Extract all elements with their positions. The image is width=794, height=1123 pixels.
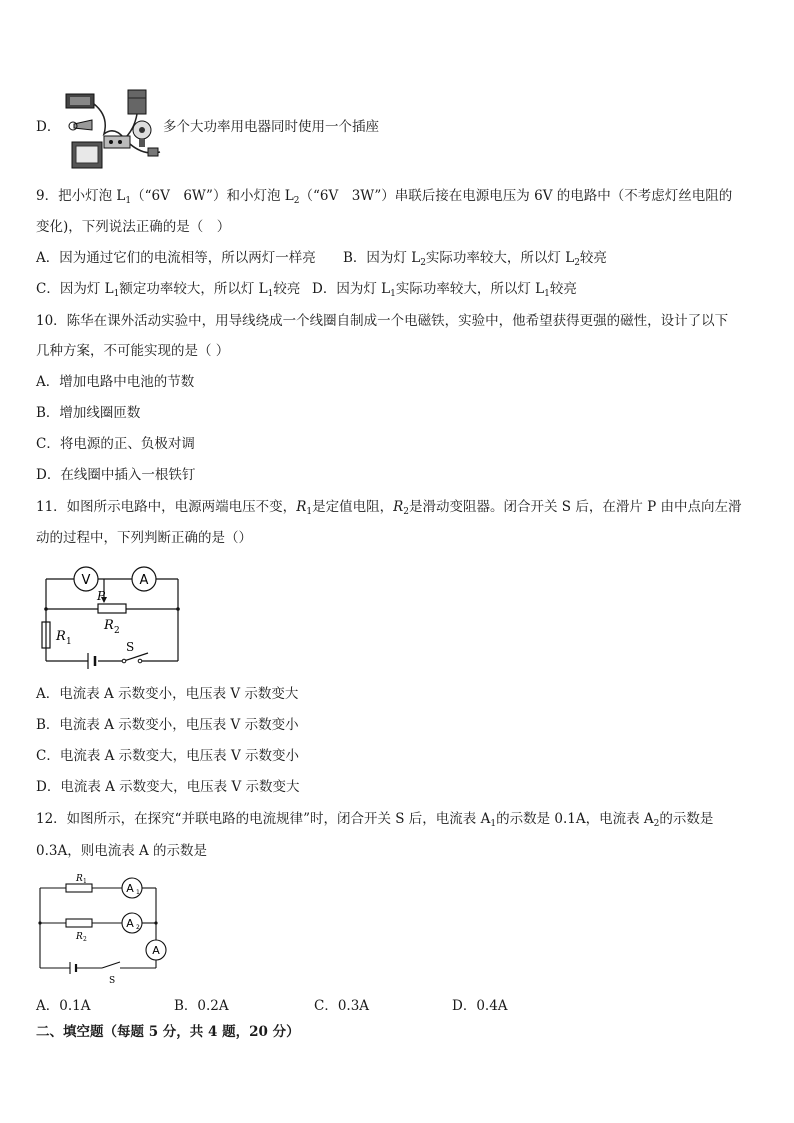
q9-option-b-sub: 2 [420,258,426,268]
q9-stem-sub: 2 [293,196,300,206]
q9-options-row2 [36,279,577,304]
q9-option-c-part: 额定功率较大，所以灯 L [119,281,268,297]
q11-slider-label: P [97,589,106,603]
q12-stem-line1 [36,809,713,834]
q11-r1-label: R [56,629,66,644]
q9-option-b[interactable] [343,248,607,273]
q11-ammeter-label: A [139,573,149,588]
q12-stem-part: 12．如图所示，在探究“并联电路的电流规律”时，闭合开关 S 后，电流表 A [36,811,491,827]
q11-stem-part: 是定值电阻， [312,499,394,515]
q9-option-a[interactable]: A．因为通过它们的电流相等，所以两灯一样亮 [36,250,316,266]
q10-stem-line2: 几种方案，不可能实现的是（ ） [36,343,230,359]
q8-option-d-letter: D． [36,119,61,135]
q9-option-b-part: 较亮 [579,250,607,266]
q8-option-d-text [163,117,379,137]
q12-stem-part: 的示数是 [659,811,714,827]
q12-r1-label-sub: 1 [83,878,87,885]
q10-option-d[interactable]: D．在线圈中插入一根铁钉 [36,467,196,483]
q8-option-d-text-span: 多个大功率用电器同时使用一个插座 [163,119,379,135]
q9-stem-part: （“6V 3W”）串联后接在电源电压为 6V 的电路中（不考虑灯丝电阻的 [299,188,733,204]
appliances-illustration [64,86,164,170]
q11-stem-line2: 动的过程中，下列判断正确的是（） [36,530,252,546]
q12-switch-label: S [109,976,116,986]
q11-stem-line1 [36,497,742,522]
q9-option-d-sub: 1 [390,289,396,299]
q11-r2-label-sub: 2 [114,626,120,636]
q9-option-d-part: D．因为灯 L [312,281,391,297]
q12-ammeter-a1-sub: 1 [136,889,140,896]
q11-option-d[interactable]: D．电流表 A 示数变大，电压表 V 示数变大 [36,779,300,795]
q9-option-c[interactable] [36,279,312,304]
q12-ammeter-a-label: A [152,944,160,957]
q11-option-a[interactable]: A．电流表 A 示数变小，电压表 V 示数变大 [36,686,299,702]
q12-option-d[interactable]: D．0.4A [452,998,508,1014]
q9-stem-part: （“6V 6W”）和小灯泡 L [131,188,294,204]
q12-r2-label-sub: 2 [83,936,87,943]
q12-stem-sub: 2 [653,819,660,829]
q11-stem-part: 是滑动变阻器。闭合开关 S 后，在滑片 P 由中点向左滑 [409,499,742,515]
q9-stem-part: 9．把小灯泡 L [36,188,126,204]
q10-stem-line1: 10．陈华在课外活动实验中，用导线绕成一个线圈自制成一个电磁铁，实验中，他希望获得更强的磁性，设计了以下 [36,313,729,329]
section-2-title: 二、填空题（每题 5 分，共 4 题，20 分） [36,1024,300,1040]
q11-r2-sub: 2 [403,507,409,517]
q9-option-b-sub: 2 [574,258,580,268]
q10-option-b[interactable]: B．增加线圈匝数 [36,405,141,421]
q12-r2-label: R [76,932,83,942]
q10-option-a[interactable]: A．增加电路中电池的节数 [36,374,195,390]
q9-option-b-part: B．因为灯 L [343,250,421,266]
q11-r2-label: R [104,618,114,633]
q11-option-c[interactable]: C．电流表 A 示数变大，电压表 V 示数变小 [36,748,299,764]
q12-stem-sub: 1 [490,819,497,829]
q8-option-d [36,117,60,137]
q12-option-b[interactable]: B．0.2A [174,998,229,1014]
q11-r1-sub: 1 [306,507,313,517]
q12-circuit-diagram [36,872,171,986]
q12-options-row [36,996,508,1016]
q9-option-d-part: 较亮 [549,281,577,297]
q9-option-d-part: 实际功率较大，所以灯 L [395,281,545,297]
q10-option-c[interactable]: C．将电源的正、负极对调 [36,436,195,452]
q11-r1-label-sub: 1 [66,637,72,647]
q12-ammeter-a2-label: A [126,917,134,930]
q12-ammeter-a1-label: A [126,882,134,895]
q12-stem-line2: 0.3A，则电流表 A 的示数是 [36,843,208,859]
q12-option-a[interactable]: A．0.1A [36,998,91,1014]
q9-option-c-sub: 1 [267,289,274,299]
q9-option-d[interactable] [312,279,577,304]
q12-option-c[interactable]: C．0.3A [314,998,370,1014]
q9-options-row1 [36,248,607,273]
q9-option-c-part: C．因为灯 L [36,281,114,297]
q9-option-d-sub: 1 [544,289,550,299]
q9-option-c-sub: 1 [113,289,120,299]
q9-option-c-part: 较亮 [273,281,301,297]
q12-r1-label: R [76,874,83,884]
q11-option-b[interactable]: B．电流表 A 示数变小，电压表 V 示数变小 [36,717,299,733]
q9-stem-sub: 1 [125,196,132,206]
q11-voltmeter-label: V [81,573,91,588]
q9-stem-line1 [36,186,732,211]
q11-r1-symbol: R [296,499,307,515]
q9-option-b-part: 实际功率较大，所以灯 L [425,250,575,266]
q11-r2-symbol: R [393,499,404,515]
q11-stem-part: 11．如图所示电路中，电源两端电压不变， [36,499,297,515]
q9-stem-line2: 变化)，下列说法正确的是（ ） [36,219,231,235]
q12-stem-part: 的示数是 0.1A，电流表 A [496,811,654,827]
q12-ammeter-a2-sub: 2 [136,924,140,931]
q11-circuit-diagram [40,562,185,662]
q11-switch-label: S [126,640,135,654]
